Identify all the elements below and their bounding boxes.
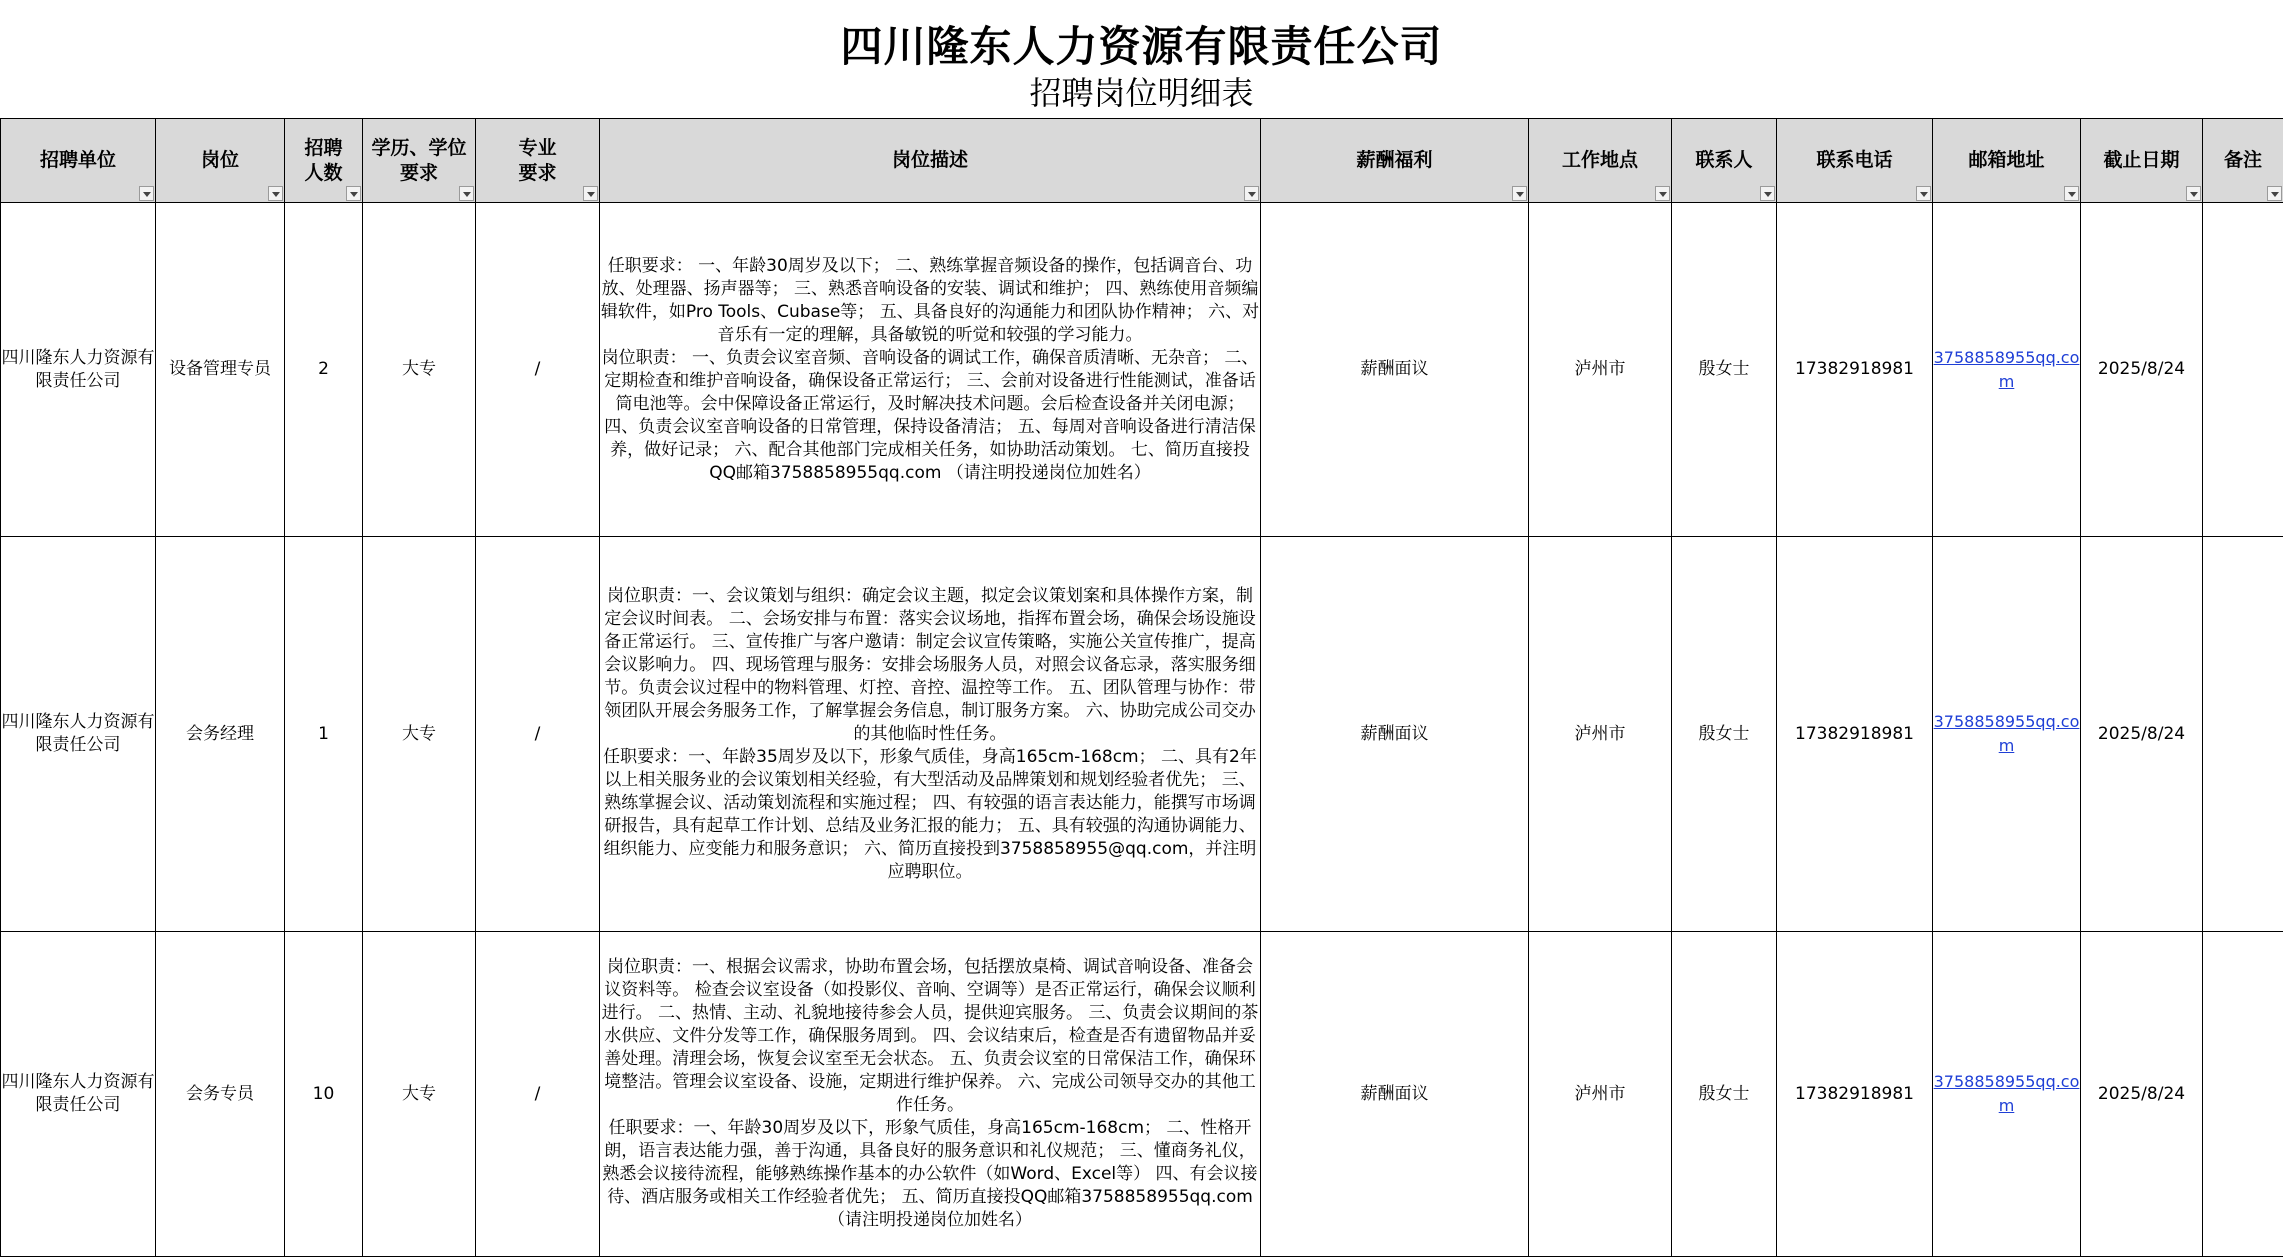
filter-dropdown-button[interactable]: [1512, 186, 1527, 201]
cell-salary[interactable]: 薪酬面议: [1261, 932, 1529, 1257]
cell-deadline[interactable]: 2025/8/24: [2081, 203, 2203, 537]
cell-position[interactable]: 会务专员: [156, 932, 285, 1257]
header-position: 岗位: [156, 119, 285, 203]
table-row: [1, 203, 2283, 537]
cell-description[interactable]: [600, 537, 1261, 932]
cell-unit[interactable]: 四川隆东人力资源有限责任公司: [1, 203, 156, 537]
header-education: 学历、学位 要求: [363, 119, 476, 203]
cell-location[interactable]: 泸州市: [1529, 932, 1672, 1257]
filter-dropdown-button[interactable]: [2064, 186, 2079, 201]
cell-location[interactable]: 泸州市: [1529, 203, 1672, 537]
description-requirements: 任职要求：一、年龄35周岁及以下，形象气质佳，身高165cm-168cm； 二、具有2年以上相关服务业的会议策划相关经验，有大型活动及品牌策划和规划经验者优先； 三、熟练掌握会议、活动策划流程和实施过程； 四、有较强的语言表达能力，能撰写市场调研报告，具有起草工作计划、总结及业务汇报的能力； 五、具有较强的沟通协调能力、组织能力、应变能力和服务意识； 六、简历直接投到3758858955@qq.com，并注明应聘职位。: [600, 746, 1260, 884]
filter-dropdown-button[interactable]: [2186, 186, 2201, 201]
cell-position[interactable]: 设备管理专员: [156, 203, 285, 537]
cell-phone[interactable]: 17382918981: [1777, 537, 1933, 932]
cell-remark[interactable]: [2203, 537, 2283, 932]
cell-deadline[interactable]: 2025/8/24: [2081, 932, 2203, 1257]
cell-education[interactable]: 大专: [363, 537, 476, 932]
cell-phone[interactable]: 17382918981: [1777, 932, 1933, 1257]
cell-phone[interactable]: 17382918981: [1777, 203, 1933, 537]
cell-count[interactable]: 1: [285, 537, 363, 932]
filter-dropdown-button[interactable]: [346, 186, 361, 201]
cell-description[interactable]: [600, 203, 1261, 537]
email-link[interactable]: 3758858955qq.com: [1934, 348, 2080, 391]
filter-dropdown-button[interactable]: [1760, 186, 1775, 201]
header-row: [1, 119, 2283, 203]
cell-major[interactable]: /: [476, 203, 600, 537]
cell-remark[interactable]: [2203, 932, 2283, 1257]
table-row: [1, 537, 2283, 932]
cell-description[interactable]: [600, 932, 1261, 1257]
header-location: 工作地点: [1529, 119, 1672, 203]
header-description: 岗位描述: [600, 119, 1261, 203]
cell-contact[interactable]: 殷女士: [1672, 203, 1777, 537]
email-link[interactable]: 3758858955qq.com: [1934, 712, 2080, 755]
cell-salary[interactable]: 薪酬面议: [1261, 203, 1529, 537]
header-salary: 薪酬福利: [1261, 119, 1529, 203]
cell-education[interactable]: 大专: [363, 203, 476, 537]
cell-education[interactable]: 大专: [363, 932, 476, 1257]
email-link[interactable]: 3758858955qq.com: [1934, 1072, 2080, 1115]
cell-position[interactable]: 会务经理: [156, 537, 285, 932]
filter-dropdown-button[interactable]: [459, 186, 474, 201]
filter-dropdown-button[interactable]: [1655, 186, 1670, 201]
header-deadline: 截止日期: [2081, 119, 2203, 203]
cell-remark[interactable]: [2203, 203, 2283, 537]
filter-dropdown-button[interactable]: [139, 186, 154, 201]
cell-email[interactable]: [1933, 932, 2081, 1257]
filter-dropdown-button[interactable]: [268, 186, 283, 201]
cell-email[interactable]: [1933, 537, 2081, 932]
cell-major[interactable]: /: [476, 537, 600, 932]
page-title: 四川隆东人力资源有限责任公司: [0, 22, 2283, 72]
header-contact: 联系人: [1672, 119, 1777, 203]
header-unit: 招聘单位: [1, 119, 156, 203]
header-count: 招聘 人数: [285, 119, 363, 203]
filter-dropdown-button[interactable]: [583, 186, 598, 201]
cell-unit[interactable]: 四川隆东人力资源有限责任公司: [1, 932, 156, 1257]
header-phone: 联系电话: [1777, 119, 1933, 203]
header-email: 邮箱地址: [1933, 119, 2081, 203]
cell-contact[interactable]: 殷女士: [1672, 537, 1777, 932]
description-requirements: 任职要求： 一、年龄30周岁及以下； 二、熟练掌握音频设备的操作，包括调音台、功放、处理器、扬声器等； 三、熟悉音响设备的安装、调试和维护； 四、熟练使用音频编辑软件，如Pro Tools、Cubase等； 五、具备良好的沟通能力和团队协作精神； 六、对音乐有一定的理解，具备敏锐的听觉和较强的学习能力。: [600, 255, 1260, 347]
cell-email[interactable]: [1933, 203, 2081, 537]
cell-major[interactable]: /: [476, 932, 600, 1257]
page-subtitle: 招聘岗位明细表: [0, 72, 2283, 114]
description-requirements: 任职要求：一、年龄30周岁及以下，形象气质佳，身高165cm-168cm； 二、性格开朗，语言表达能力强，善于沟通，具备良好的服务意识和礼仪规范； 三、懂商务礼仪，熟悉会议接待流程，能够熟练操作基本的办公软件（如Word、Excel等） 四、有会议接待、酒店服务或相关工作经验者优先； 五、简历直接投QQ邮箱3758858955qq.com （请注明投递岗位加姓名）: [600, 1117, 1260, 1232]
cell-count[interactable]: 2: [285, 203, 363, 537]
description-duties: 岗位职责：一、会议策划与组织：确定会议主题，拟定会议策划案和具体操作方案，制定会议时间表。 二、会场安排与布置：落实会议场地，指挥布置会场，确保会场设施设备正常运行。 三、宣传推广与客户邀请：制定会议宣传策略，实施公关宣传推广，提高会议影响力。 四、现场管理与服务：安排会场服务人员，对照会议备忘录，落实服务细节。负责会议过程中的物料管理、灯控、音控、温控等工作。 五、团队管理与协作：带领团队开展会务服务工作，了解掌握会务信息，制订服务方案。 六、协助完成公司交办的其他临时性任务。: [600, 585, 1260, 746]
filter-dropdown-button[interactable]: [1244, 186, 1259, 201]
description-duties: 岗位职责： 一、负责会议室音频、音响设备的调试工作，确保音质清晰、无杂音； 二、定期检查和维护音响设备，确保设备正常运行； 三、会前对设备进行性能测试，准备话筒电池等。会中保障设备正常运行，及时解决技术问题。会后检查设备并关闭电源； 四、负责会议室音响设备的日常管理，保持设备清洁； 五、每周对音响设备进行清洁保养，做好记录； 六、配合其他部门完成相关任务，如协助活动策划。 七、简历直接投QQ邮箱3758858955qq.com （请注明投递岗位加姓名）: [600, 347, 1260, 485]
cell-count[interactable]: 10: [285, 932, 363, 1257]
cell-contact[interactable]: 殷女士: [1672, 932, 1777, 1257]
title-block: [0, 0, 2283, 118]
cell-deadline[interactable]: 2025/8/24: [2081, 537, 2203, 932]
cell-salary[interactable]: 薪酬面议: [1261, 537, 1529, 932]
cell-unit[interactable]: 四川隆东人力资源有限责任公司: [1, 537, 156, 932]
filter-dropdown-button[interactable]: [1916, 186, 1931, 201]
cell-location[interactable]: 泸州市: [1529, 537, 1672, 932]
table-row: [1, 932, 2283, 1257]
filter-dropdown-button[interactable]: [2267, 186, 2282, 201]
description-duties: 岗位职责：一、根据会议需求，协助布置会场，包括摆放桌椅、调试音响设备、准备会议资料等。 检查会议室设备（如投影仪、音响、空调等）是否正常运行，确保会议顺利进行。 二、热情、主动、礼貌地接待参会人员，提供迎宾服务。 三、负责会议期间的茶水供应、文件分发等工作，确保服务周到。 四、会议结束后，检查是否有遗留物品并妥善处理。清理会场，恢复会议室至无会状态。 五、负责会议室的日常保洁工作，确保环境整洁。管理会议室设备、设施，定期进行维护保养。 六、完成公司领导交办的其他工作任务。: [600, 956, 1260, 1117]
header-remark: 备注: [2203, 119, 2283, 203]
header-major: 专业 要求: [476, 119, 600, 203]
job-table: [0, 118, 2283, 1257]
